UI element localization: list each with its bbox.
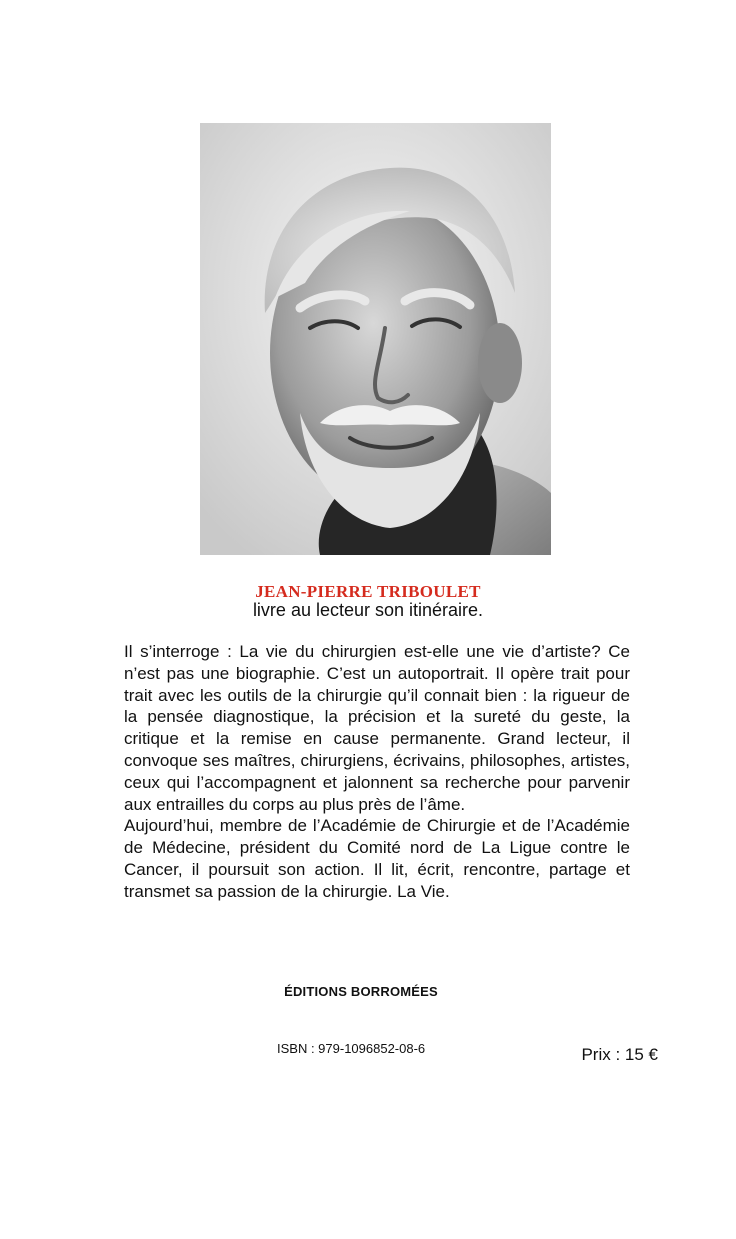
publisher-name: ÉDITIONS BORROMÉES: [284, 984, 438, 999]
description-paragraph: Il s’interroge : La vie du chirurgien est-elle une vie d’artiste? Ce n’est pas une biographie. C’est un autoportrait. Il opère trait pour trait avec les outils de la chirurgie qu’il connait bien : la rigueur de la pensée diagnostique, la précision et la sureté du geste, la critique et la remise en cause permanente. Grand lecteur, il convoque ses maîtres, chirurgiens, écrivains, philosophes, artistes, ceux qui l’accompagnent et jalonnent sa recherche pour parvenir aux entrailles du corps au plus près de l’âme.: [124, 642, 630, 814]
author-portrait-photo: [200, 123, 551, 555]
book-price: Prix : 15 €: [581, 1045, 658, 1064]
author-name: JEAN-PIERRE TRIBOULET: [255, 582, 481, 601]
isbn-number: ISBN : 979-1096852-08-6: [277, 1041, 426, 1056]
author-tagline: livre au lecteur son itinéraire.: [252, 600, 484, 620]
description-paragraph: Aujourd’hui, membre de l’Académie de Chirurgie et de l’Académie de Médecine, président du Comité nord de La Ligue contre le Cancer, il poursuit son action. Il lit, écrit, rencontre, partage et transmet sa passion de la chirurgie. La Vie.: [124, 816, 630, 901]
book-description: [124, 641, 630, 903]
